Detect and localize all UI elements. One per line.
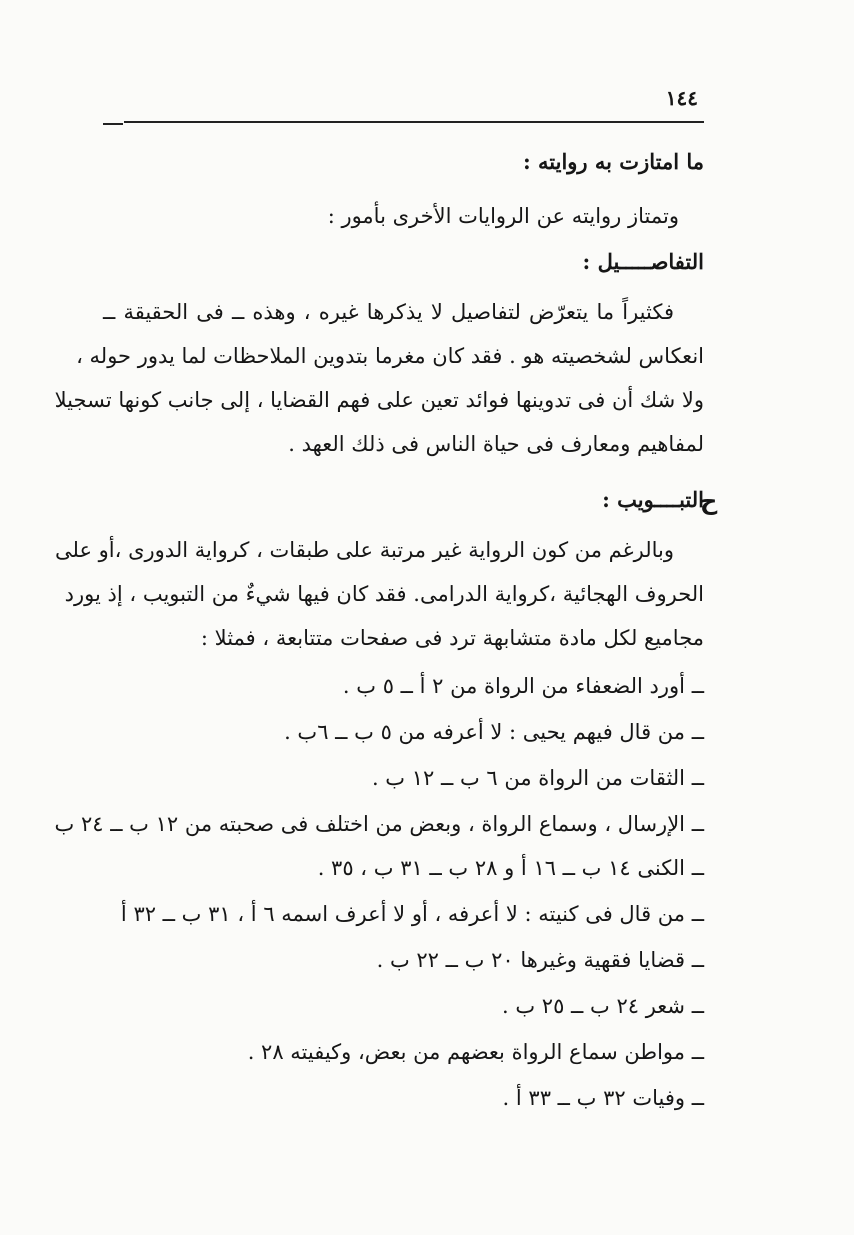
section-heading-details: التفاصـــــيل :	[582, 249, 704, 274]
paragraph-line-2: انعكاس لشخصيته هو . فقد كان مغرما بتدوين الملاحظات لما يدور حوله ،	[76, 344, 704, 368]
list-item: ــ من قال فى كنيته : لا أعرفه ، أو لا أعرف اسمه ٦ أ ، ٣١ ب ــ ٣٢ أ	[120, 902, 704, 926]
section-heading-classification: التبــــويب :	[602, 487, 704, 512]
header-rule-short	[103, 123, 123, 125]
header-rule	[124, 121, 704, 123]
section-heading-distinctions: ما امتازت به روايته :	[522, 149, 704, 174]
paragraph-line-4: لمفاهيم ومعارف فى حياة الناس فى ذلك العهد .	[288, 432, 704, 456]
classification-line-1: وبالرغم من كون الرواية غير مرتبة على طبقات ، كرواية الدورى ،أو على	[55, 538, 674, 562]
list-item: ــ وفيات ٣٢ ب ــ ٣٣ أ .	[502, 1086, 704, 1110]
intro-line: وتمتاز روايته عن الروايات الأخرى بأمور :	[327, 204, 679, 228]
list-item: ــ شعر ٢٤ ب ــ ٢٥ ب .	[502, 994, 704, 1018]
list-item: ــ الكنى ١٤ ب ــ ١٦ أ و ٢٨ ب ــ ٣١ ب ، ٣٥ .	[317, 856, 704, 880]
margin-mark: ح	[700, 487, 718, 515]
list-item: ــ الثقات من الرواة من ٦ ب ــ ١٢ ب .	[371, 766, 704, 790]
classification-line-3: مجاميع لكل مادة متشابهة ترد فى صفحات متتابعة ، فمثلا :	[200, 626, 704, 650]
classification-line-2: الحروف الهجائية ،كرواية الدرامى. فقد كان فيها شيءٌ من التبويب ، إذ يورد	[64, 582, 704, 606]
paragraph-line-3: ولا شك أن فى تدوينها فوائد تعين على فهم القضايا ، إلى جانب كونها تسجيلا	[54, 388, 704, 412]
list-item: ــ الإرسال ، وسماع الرواة ، وبعض من اختلف فى صحبته من ١٢ ب ــ ٢٤ ب	[54, 812, 704, 836]
paragraph-line-1: فكثيراً ما يتعرّض لتفاصيل لا يذكرها غيره ، وهذه ــ فى الحقيقة ــ	[103, 300, 674, 324]
list-item: ــ قضايا فقهية وغيرها ٢٠ ب ــ ٢٢ ب .	[376, 948, 704, 972]
list-item: ــ أورد الضعفاء من الرواة من ٢ أ ــ ٥ ب .	[342, 674, 704, 698]
list-item: ــ من قال فيهم يحيى : لا أعرفه من ٥ ب ــ ٦ب .	[284, 720, 704, 744]
page-number: ١٤٤	[665, 86, 698, 110]
list-item: ــ مواطن سماع الرواة بعضهم من بعض، وكيفيته ٢٨ .	[247, 1040, 704, 1064]
